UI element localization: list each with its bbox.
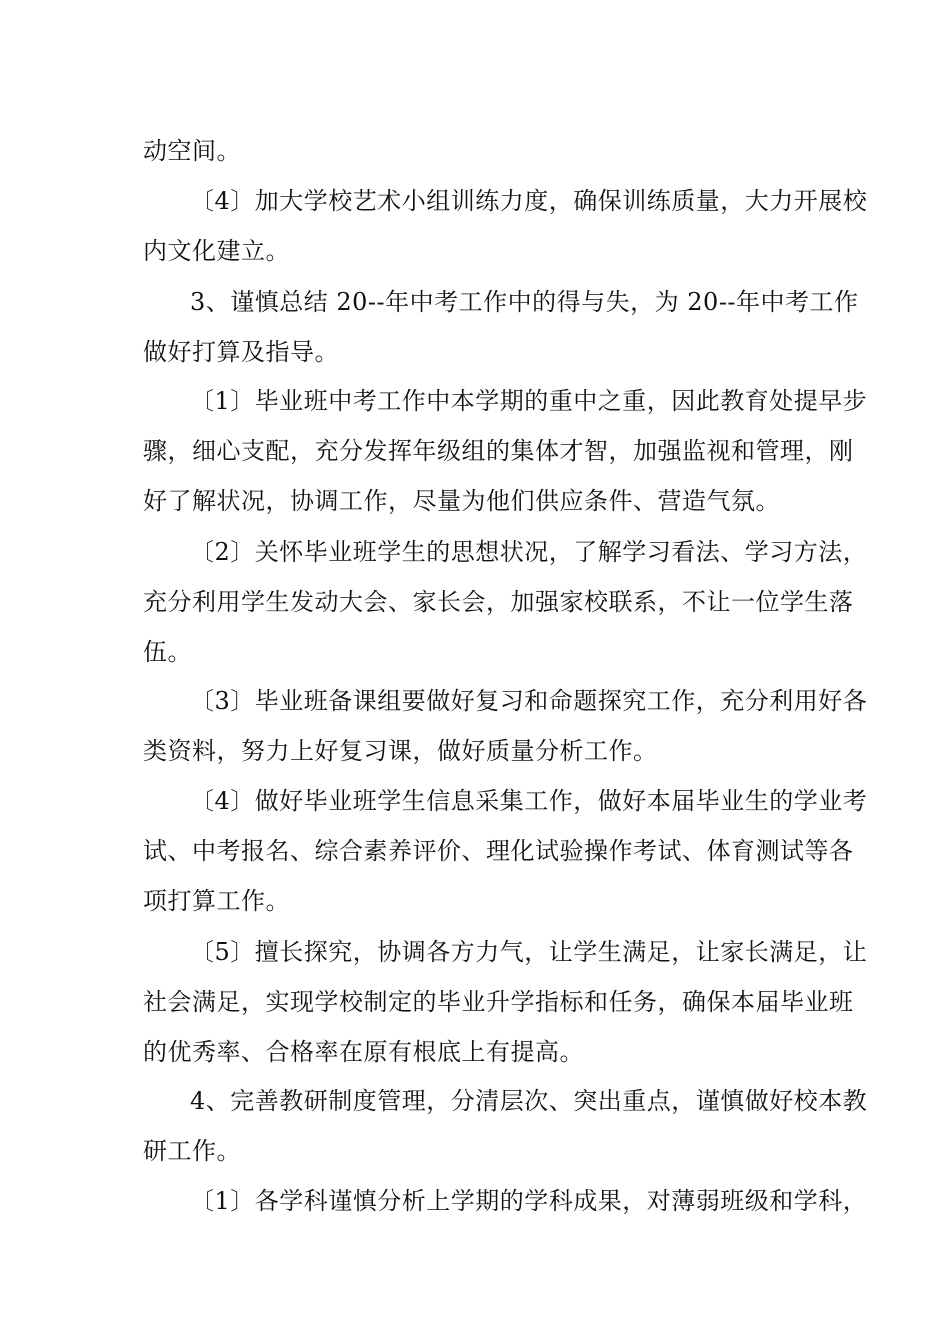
text-line: 〔1〕各学科谨慎分析上学期的学科成果，对薄弱班级和学科， [190,1187,868,1215]
text-line: 〔1〕毕业班中考工作中本学期的重中之重，因此教育处提早步 [190,387,868,415]
text-line: 类资料，努力上好复习课，做好质量分析工作。 [143,737,658,765]
text-line: 社会满足，实现学校制定的毕业升学指标和任务，确保本届毕业班 [143,988,854,1016]
text-line: 骤，细心支配，充分发挥年级组的集体才智，加强监视和管理，刚 [143,437,854,465]
text-line: 〔2〕关怀毕业班学生的思想状况，了解学习看法、学习方法， [190,538,868,566]
text-line: 好了解状况，协调工作，尽量为他们供应条件、营造气氛。 [143,487,780,515]
text-line: 〔3〕毕业班备课组要做好复习和命题探究工作，充分利用好各 [190,687,868,715]
text-line: 〔5〕擅长探究，协调各方力气，让学生满足，让家长满足，让 [190,938,868,966]
text-line: 动空间。 [143,137,241,165]
text-line: 〔4〕加大学校艺术小组训练力度，确保训练质量，大力开展校 [190,187,868,215]
text-line: 做好打算及指导。 [143,338,339,366]
text-line: 充分利用学生发动大会、家长会，加强家校联系，不让一位学生落 [143,588,854,616]
text-line: 3、谨慎总结 20--年中考工作中的得与失，为 20--年中考工作 [190,288,859,316]
text-line: 研工作。 [143,1137,241,1165]
text-line: 伍。 [143,638,192,666]
text-line: 试、中考报名、综合素养评价、理化试验操作考试、体育测试等各 [143,837,854,865]
text-line: 〔4〕做好毕业班学生信息采集工作，做好本届毕业生的学业考 [190,787,868,815]
text-line: 项打算工作。 [143,887,290,915]
text-line: 内文化建立。 [143,237,290,265]
text-line: 4、完善教研制度管理，分清层次、突出重点，谨慎做好校本教 [190,1087,868,1115]
text-line: 的优秀率、合格率在原有根底上有提高。 [143,1038,584,1066]
